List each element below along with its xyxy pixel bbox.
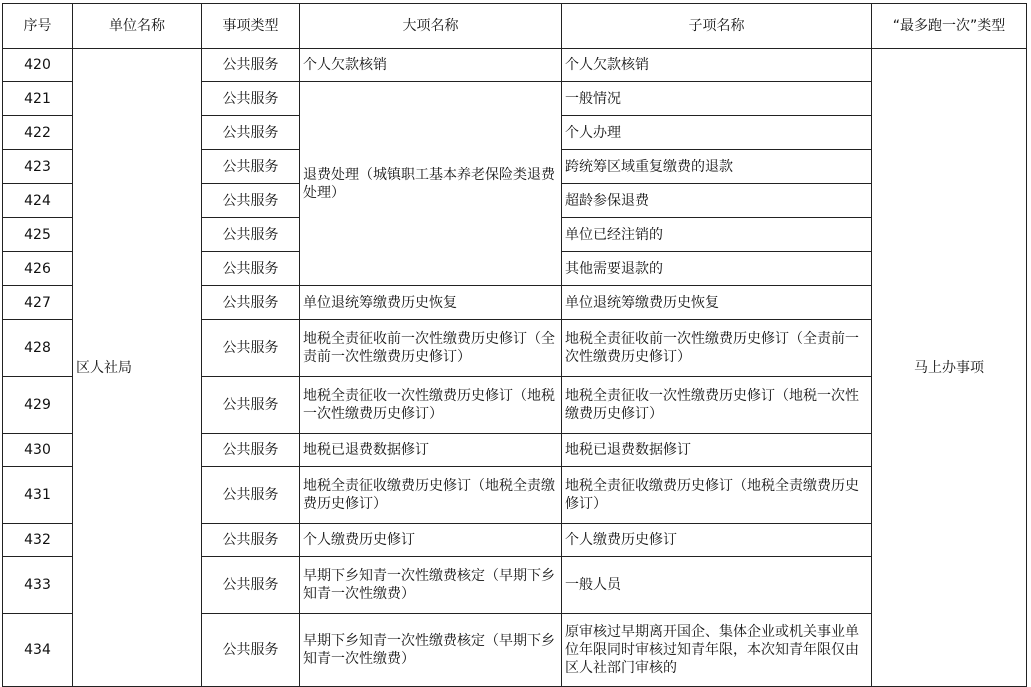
seq-cell: 423	[3, 150, 73, 184]
type-cell: 公共服务	[202, 116, 300, 150]
major-cell: 个人缴费历史修订	[300, 524, 562, 557]
seq-cell: 424	[3, 184, 73, 218]
seq-cell: 430	[3, 434, 73, 467]
major-cell: 地税全责征收缴费历史修订（地税全责缴费历史修订）	[300, 467, 562, 524]
major-cell: 退费处理（城镇职工基本养老保险类退费处理）	[300, 82, 562, 286]
type-cell: 公共服务	[202, 286, 300, 320]
sub-cell: 跨统筹区域重复缴费的退款	[562, 150, 872, 184]
major-cell: 个人欠款核销	[300, 49, 562, 82]
type-cell: 公共服务	[202, 252, 300, 286]
header-type: 事项类型	[202, 4, 300, 49]
header-row	[3, 4, 1027, 49]
category-cell: 马上办事项	[872, 49, 1027, 687]
type-cell: 公共服务	[202, 557, 300, 614]
table-row	[3, 49, 1027, 82]
major-cell: 地税全责征收前一次性缴费历史修订（全责前一次性缴费历史修订）	[300, 320, 562, 377]
seq-cell: 421	[3, 82, 73, 116]
sub-cell: 地税已退费数据修订	[562, 434, 872, 467]
sub-cell: 地税全责征收前一次性缴费历史修订（全责前一次性缴费历史修订）	[562, 320, 872, 377]
seq-cell: 432	[3, 524, 73, 557]
type-cell: 公共服务	[202, 218, 300, 252]
sub-cell: 单位退统筹缴费历史恢复	[562, 286, 872, 320]
major-cell: 地税全责征收一次性缴费历史修订（地税一次性缴费历史修订）	[300, 377, 562, 434]
sub-cell: 其他需要退款的	[562, 252, 872, 286]
type-cell: 公共服务	[202, 614, 300, 687]
seq-cell: 427	[3, 286, 73, 320]
header-category: “最多跑一次”类型	[872, 4, 1027, 49]
sub-cell: 地税全责征收缴费历史修订（地税全责缴费历史修订）	[562, 467, 872, 524]
sub-cell: 地税全责征收一次性缴费历史修订（地税一次性缴费历史修订）	[562, 377, 872, 434]
sub-cell: 原审核过早期离开国企、集体企业或机关事业单位年限同时审核过知青年限，本次知青年限仅由区人社部门审核的	[562, 614, 872, 687]
type-cell: 公共服务	[202, 524, 300, 557]
sub-cell: 单位已经注销的	[562, 218, 872, 252]
seq-cell: 426	[3, 252, 73, 286]
type-cell: 公共服务	[202, 82, 300, 116]
header-sub: 子项名称	[562, 4, 872, 49]
sub-cell: 一般人员	[562, 557, 872, 614]
seq-cell: 434	[3, 614, 73, 687]
seq-cell: 425	[3, 218, 73, 252]
type-cell: 公共服务	[202, 49, 300, 82]
seq-cell: 433	[3, 557, 73, 614]
unit-cell: 区人社局	[73, 49, 202, 687]
seq-cell: 428	[3, 320, 73, 377]
sub-cell: 个人办理	[562, 116, 872, 150]
seq-cell: 422	[3, 116, 73, 150]
sub-cell: 一般情况	[562, 82, 872, 116]
major-cell: 单位退统筹缴费历史恢复	[300, 286, 562, 320]
seq-cell: 420	[3, 49, 73, 82]
type-cell: 公共服务	[202, 434, 300, 467]
header-major: 大项名称	[300, 4, 562, 49]
type-cell: 公共服务	[202, 377, 300, 434]
sub-cell: 个人缴费历史修订	[562, 524, 872, 557]
seq-cell: 429	[3, 377, 73, 434]
seq-cell: 431	[3, 467, 73, 524]
type-cell: 公共服务	[202, 150, 300, 184]
type-cell: 公共服务	[202, 467, 300, 524]
major-cell: 地税已退费数据修订	[300, 434, 562, 467]
header-seq: 序号	[3, 4, 73, 49]
type-cell: 公共服务	[202, 320, 300, 377]
major-cell: 早期下乡知青一次性缴费核定（早期下乡知青一次性缴费）	[300, 557, 562, 614]
header-unit: 单位名称	[73, 4, 202, 49]
sub-cell: 超龄参保退费	[562, 184, 872, 218]
type-cell: 公共服务	[202, 184, 300, 218]
sub-cell: 个人欠款核销	[562, 49, 872, 82]
major-cell: 早期下乡知青一次性缴费核定（早期下乡知青一次性缴费）	[300, 614, 562, 687]
matters-table	[2, 3, 1027, 687]
